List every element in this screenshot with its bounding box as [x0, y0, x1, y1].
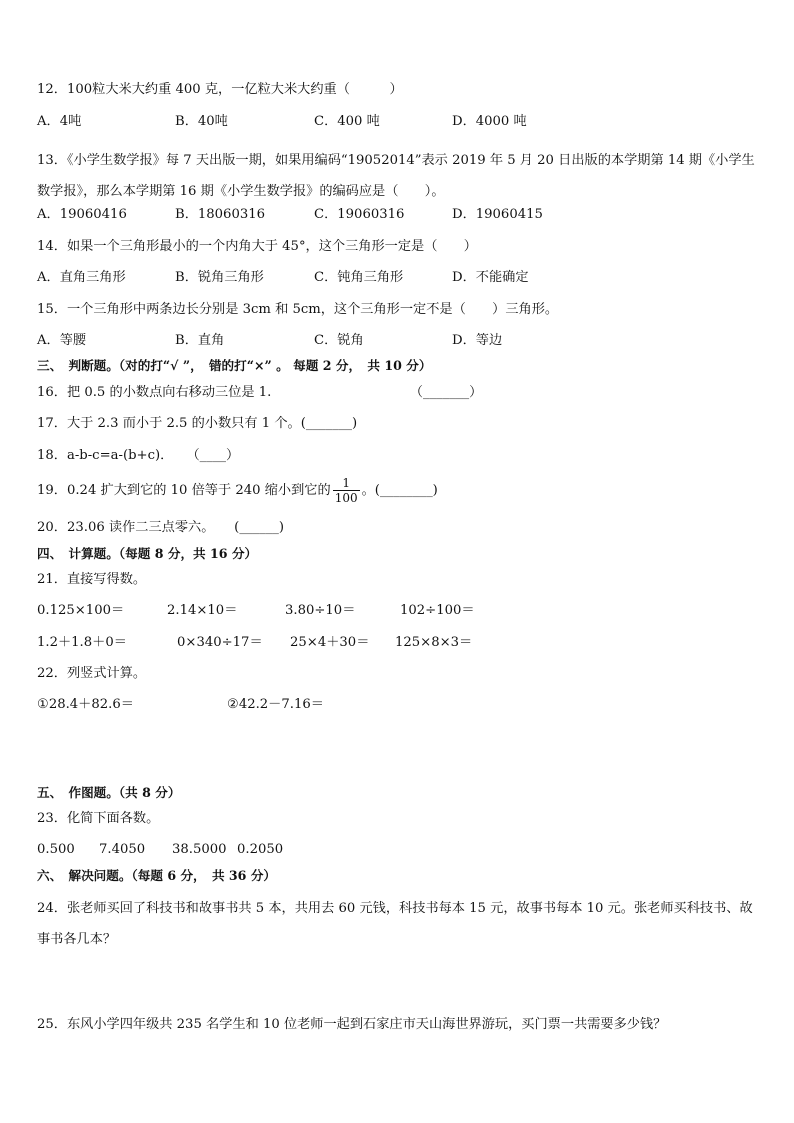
q12-option-a: A．4吨 [37, 114, 82, 129]
q21-expr: 1.2＋1.8＋0＝ [37, 635, 127, 650]
q23-number: 0.2050 [237, 842, 284, 857]
q15-option-b: B．直角 [175, 333, 225, 348]
q19-numerator: 1 [333, 476, 360, 491]
q21-expr: 0×340÷17＝ [177, 635, 263, 650]
q21-expr: 3.80÷10＝ [285, 603, 356, 618]
q21-row-2 [37, 634, 764, 652]
q14-option-a: A．直角三角形 [37, 270, 126, 285]
q23-items [37, 841, 764, 859]
q14-option-c: C．钝角三角形 [314, 270, 404, 285]
section-3-heading: 三、 判断题。（对的打“√ ”， 错的打“×” 。 每题 2 分， 共 10 分） [37, 358, 432, 373]
q17-text: 17．大于 2.3 而小于 2.5 的小数只有 1 个。(_______) [37, 416, 358, 431]
q20-text: 20．23.06 读作二三点零六。 (______) [37, 520, 285, 535]
q21-expr: 25×4＋30＝ [290, 635, 370, 650]
q19-text [37, 474, 764, 508]
q13-option-c: C．19060316 [314, 207, 405, 222]
q25-text: 25．东风小学四年级共 235 名学生和 10 位老师一起到石家庄市天山海世界游玩，买门票一共需要多少钱？ [37, 1017, 667, 1032]
q23-number: 7.4050 [99, 842, 146, 857]
q13-option-a: A．19060416 [37, 207, 127, 222]
q19-denominator: 100 [334, 491, 358, 505]
q12-option-c: C．400 吨 [314, 114, 380, 129]
q13-option-d: D．19060415 [452, 207, 543, 222]
q19-suffix: 。(________) [361, 483, 438, 498]
q21-expr: 125×8×3＝ [395, 635, 473, 650]
q23-number: 0.500 [37, 842, 75, 857]
q14-option-b: B．锐角三角形 [175, 270, 264, 285]
q14-options [37, 269, 764, 287]
q22-stem: 22．列竖式计算。 [37, 666, 147, 681]
q14-option-d: D．不能确定 [452, 270, 529, 285]
q23-number: 38.5000 [172, 842, 227, 857]
q16-text: 16．把 0.5 的小数点向右移动三位是 1. （_______） [37, 385, 483, 400]
q15-option-a: A．等腰 [37, 333, 87, 348]
q24-text: 24．张老师买回了科技书和故事书共 5 本，共用去 60 元钱，科技书每本 15 元，故事书每本 10 元。张老师买科技书、故事书各几本？ [37, 901, 753, 947]
q18-text: 18．a-b-c=a-(b+c)． （____） [37, 448, 240, 463]
q19-fraction [333, 476, 360, 505]
q19-prefix: 19．0.24 扩大到它的 10 倍等于 240 缩小到它的 [37, 483, 331, 498]
q22-item-2: ②42.2－7.16＝ [227, 697, 324, 712]
q15-stem: 15．一个三角形中两条边长分别是 3cm 和 5cm，这个三角形一定不是（ ）三角形。 [37, 302, 559, 317]
section-6-heading: 六、 解决问题。（每题 6 分， 共 36 分） [37, 868, 277, 883]
q22-item-1: ①28.4＋82.6＝ [37, 697, 134, 712]
section-4-heading: 四、 计算题。（每题 8 分，共 16 分） [37, 546, 258, 561]
section-5-heading: 五、 作图题。（共 8 分） [37, 785, 181, 800]
q15-option-c: C．锐角 [314, 333, 364, 348]
q13-options [37, 206, 764, 224]
q23-stem: 23．化简下面各数。 [37, 811, 160, 826]
q21-row-1 [37, 602, 764, 620]
q12-option-d: D．4000 吨 [452, 114, 527, 129]
q14-stem: 14．如果一个三角形最小的一个内角大于 45°，这个三角形一定是（ ） [37, 239, 477, 254]
q13-option-b: B．18060316 [175, 207, 266, 222]
q15-option-d: D．等边 [452, 333, 503, 348]
q21-expr: 0.125×100＝ [37, 603, 125, 618]
q12-option-b: B．40吨 [175, 114, 228, 129]
q21-expr: 102÷100＝ [400, 603, 475, 618]
q21-expr: 2.14×10＝ [167, 603, 238, 618]
q13-stem: 13．《小学生数学报》每 7 天出版一期，如果用编码“19052014”表示 2019 年 5 月 20 日出版的本学期第 14 期《小学生数学报》，那么本学期第 16 期《小学生数学报》的编码应是（ ）。 [37, 153, 755, 199]
q15-options [37, 332, 764, 350]
q22-items [37, 696, 764, 714]
q12-stem: 12．100粒大米大约重 400 克，一亿粒大米大约重（ ） [37, 82, 403, 97]
q21-stem: 21．直接写得数。 [37, 572, 147, 587]
q12-options [37, 113, 764, 131]
